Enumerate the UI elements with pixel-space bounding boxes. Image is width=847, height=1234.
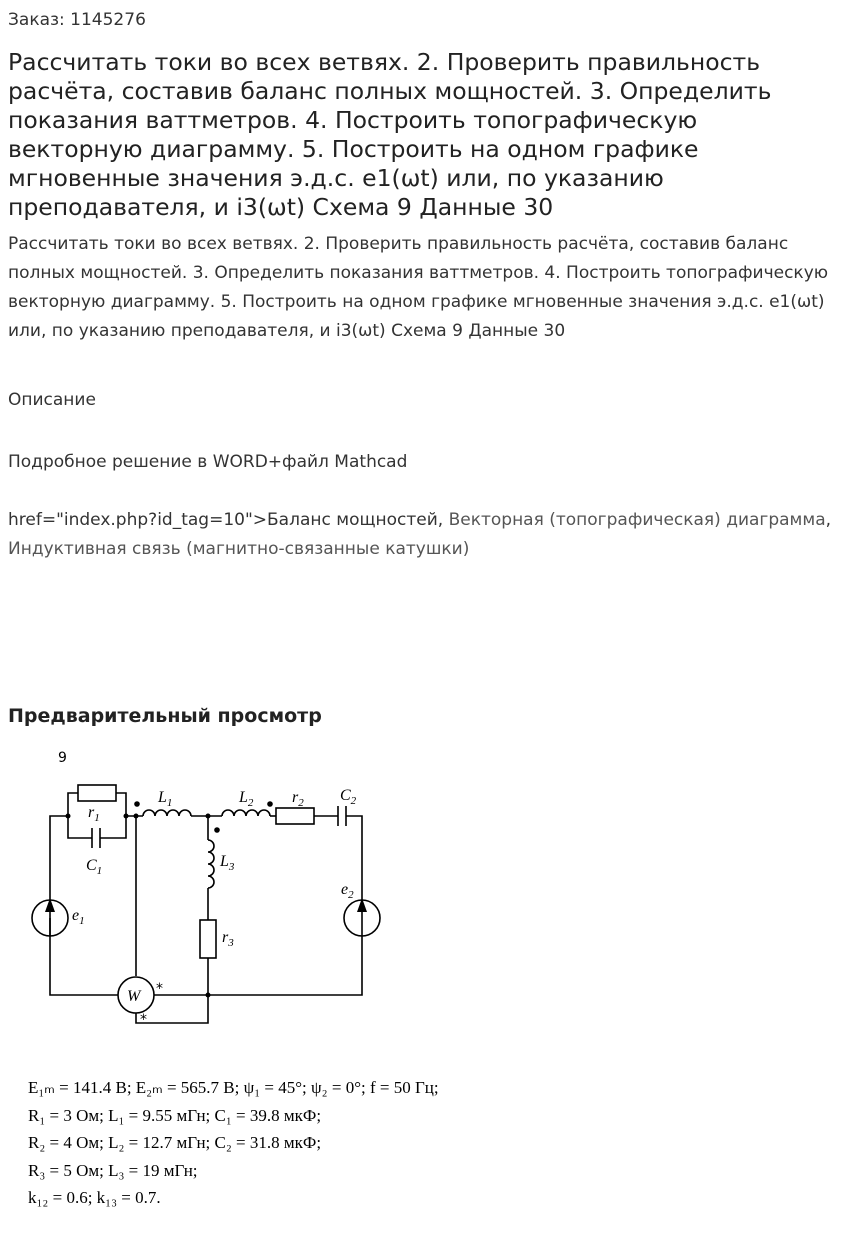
svg-text:r2: $r_2$ [292, 789, 304, 809]
formula-line: R₁ = 3 Ом; L₁ = 9.55 мГн; C₁ = 39.8 мкФ; [28, 1105, 322, 1125]
label-c2: C [340, 787, 351, 804]
svg-text:L3: $L_3$ [220, 853, 235, 873]
page-title: Рассчитать токи во всех ветвях. 2. Проверить правильность расчёта, составив баланс полных мощностей. 3. Определить показания ваттметров. 4. Построить топографическую векторную диаграмму. 5. Построить на одном графике мгновенные значения э.д.с. e1(ωt) или, по указанию преподавателя, и i3(ωt) Схема 9 Данные 30 [8, 48, 772, 221]
svg-text:L1: $L_1$ [158, 789, 173, 809]
tag-inductive-coupling[interactable]: Индуктивная связь (магнитно-связанные катушки) [8, 539, 470, 559]
label-l2: L [239, 789, 248, 806]
svg-text:r3: $r_3$ [222, 929, 234, 949]
scheme-number: 9 [58, 750, 67, 766]
parameter-list [28, 1074, 439, 1212]
svg-text:L2: $L_2$ [239, 789, 254, 809]
preview-title: Предварительный просмотр [8, 705, 322, 727]
order-number: Заказ: 1145276 [8, 10, 146, 30]
label-r2: r [292, 789, 299, 806]
tag-list: href="index.php?id_tag=10">Баланс мощностей, Векторная (топографическая) диаграмма, Индуктивная связь (магнитно-связанные катушки) [8, 510, 832, 559]
section-label-description: Описание [8, 390, 96, 410]
formula-line: k₁₂ = 0.6; k₁₃ = 0.7. [28, 1188, 161, 1207]
task-description: Рассчитать токи во всех ветвях. 2. Проверить правильность расчёта, составив баланс полных мощностей. 3. Определить показания ваттметров. 4. Построить топографическую векторную диаграмму. 5. Построить на одном графике мгновенные значения э.д.с. e1(ωt) или, по указанию преподавателя, и i3(ωt) Схема 9 Данные 30 [8, 234, 829, 341]
label-l3: L [220, 853, 229, 870]
svg-text:e1: $e_1$ [72, 907, 85, 927]
tag-vector-diagram[interactable]: Векторная (топографическая) диаграмма [448, 510, 826, 530]
svg-text:C2: $C_2$ [340, 787, 357, 807]
wattmeter-star-1: * [156, 981, 163, 997]
formula-line: E₁ₘ = 141.4 В; E₂ₘ = 565.7 В; ψ₁ = 45°; ψ₂ = 0°; f = 50 Гц; [28, 1078, 439, 1097]
label-r3: r [222, 929, 229, 946]
formula-line: R₃ = 5 Ом; L₃ = 19 мГн; [28, 1160, 198, 1180]
label-c1: C [86, 857, 97, 874]
wattmeter-star-2: * [140, 1012, 147, 1028]
label-e2: e [341, 881, 349, 898]
svg-text:C1: $C_1$ [86, 857, 103, 877]
svg-text:r1: $r_1$ [88, 804, 100, 824]
tag-power-balance[interactable]: href="index.php?id_tag=10">Баланс мощностей [8, 510, 438, 530]
label-e1: e [72, 907, 80, 924]
svg-text:e2: $e_2$ [341, 881, 354, 901]
label-r1: r [88, 804, 95, 821]
solution-note: Подробное решение в WORD+файл Mathcad [8, 452, 408, 472]
wattmeter-label: W [127, 988, 141, 1005]
label-l1: L [158, 789, 167, 806]
formula-line: R₂ = 4 Ом; L₂ = 12.7 мГн; C₂ = 31.8 мкФ; [28, 1133, 322, 1152]
circuit-diagram [0, 740, 420, 1040]
